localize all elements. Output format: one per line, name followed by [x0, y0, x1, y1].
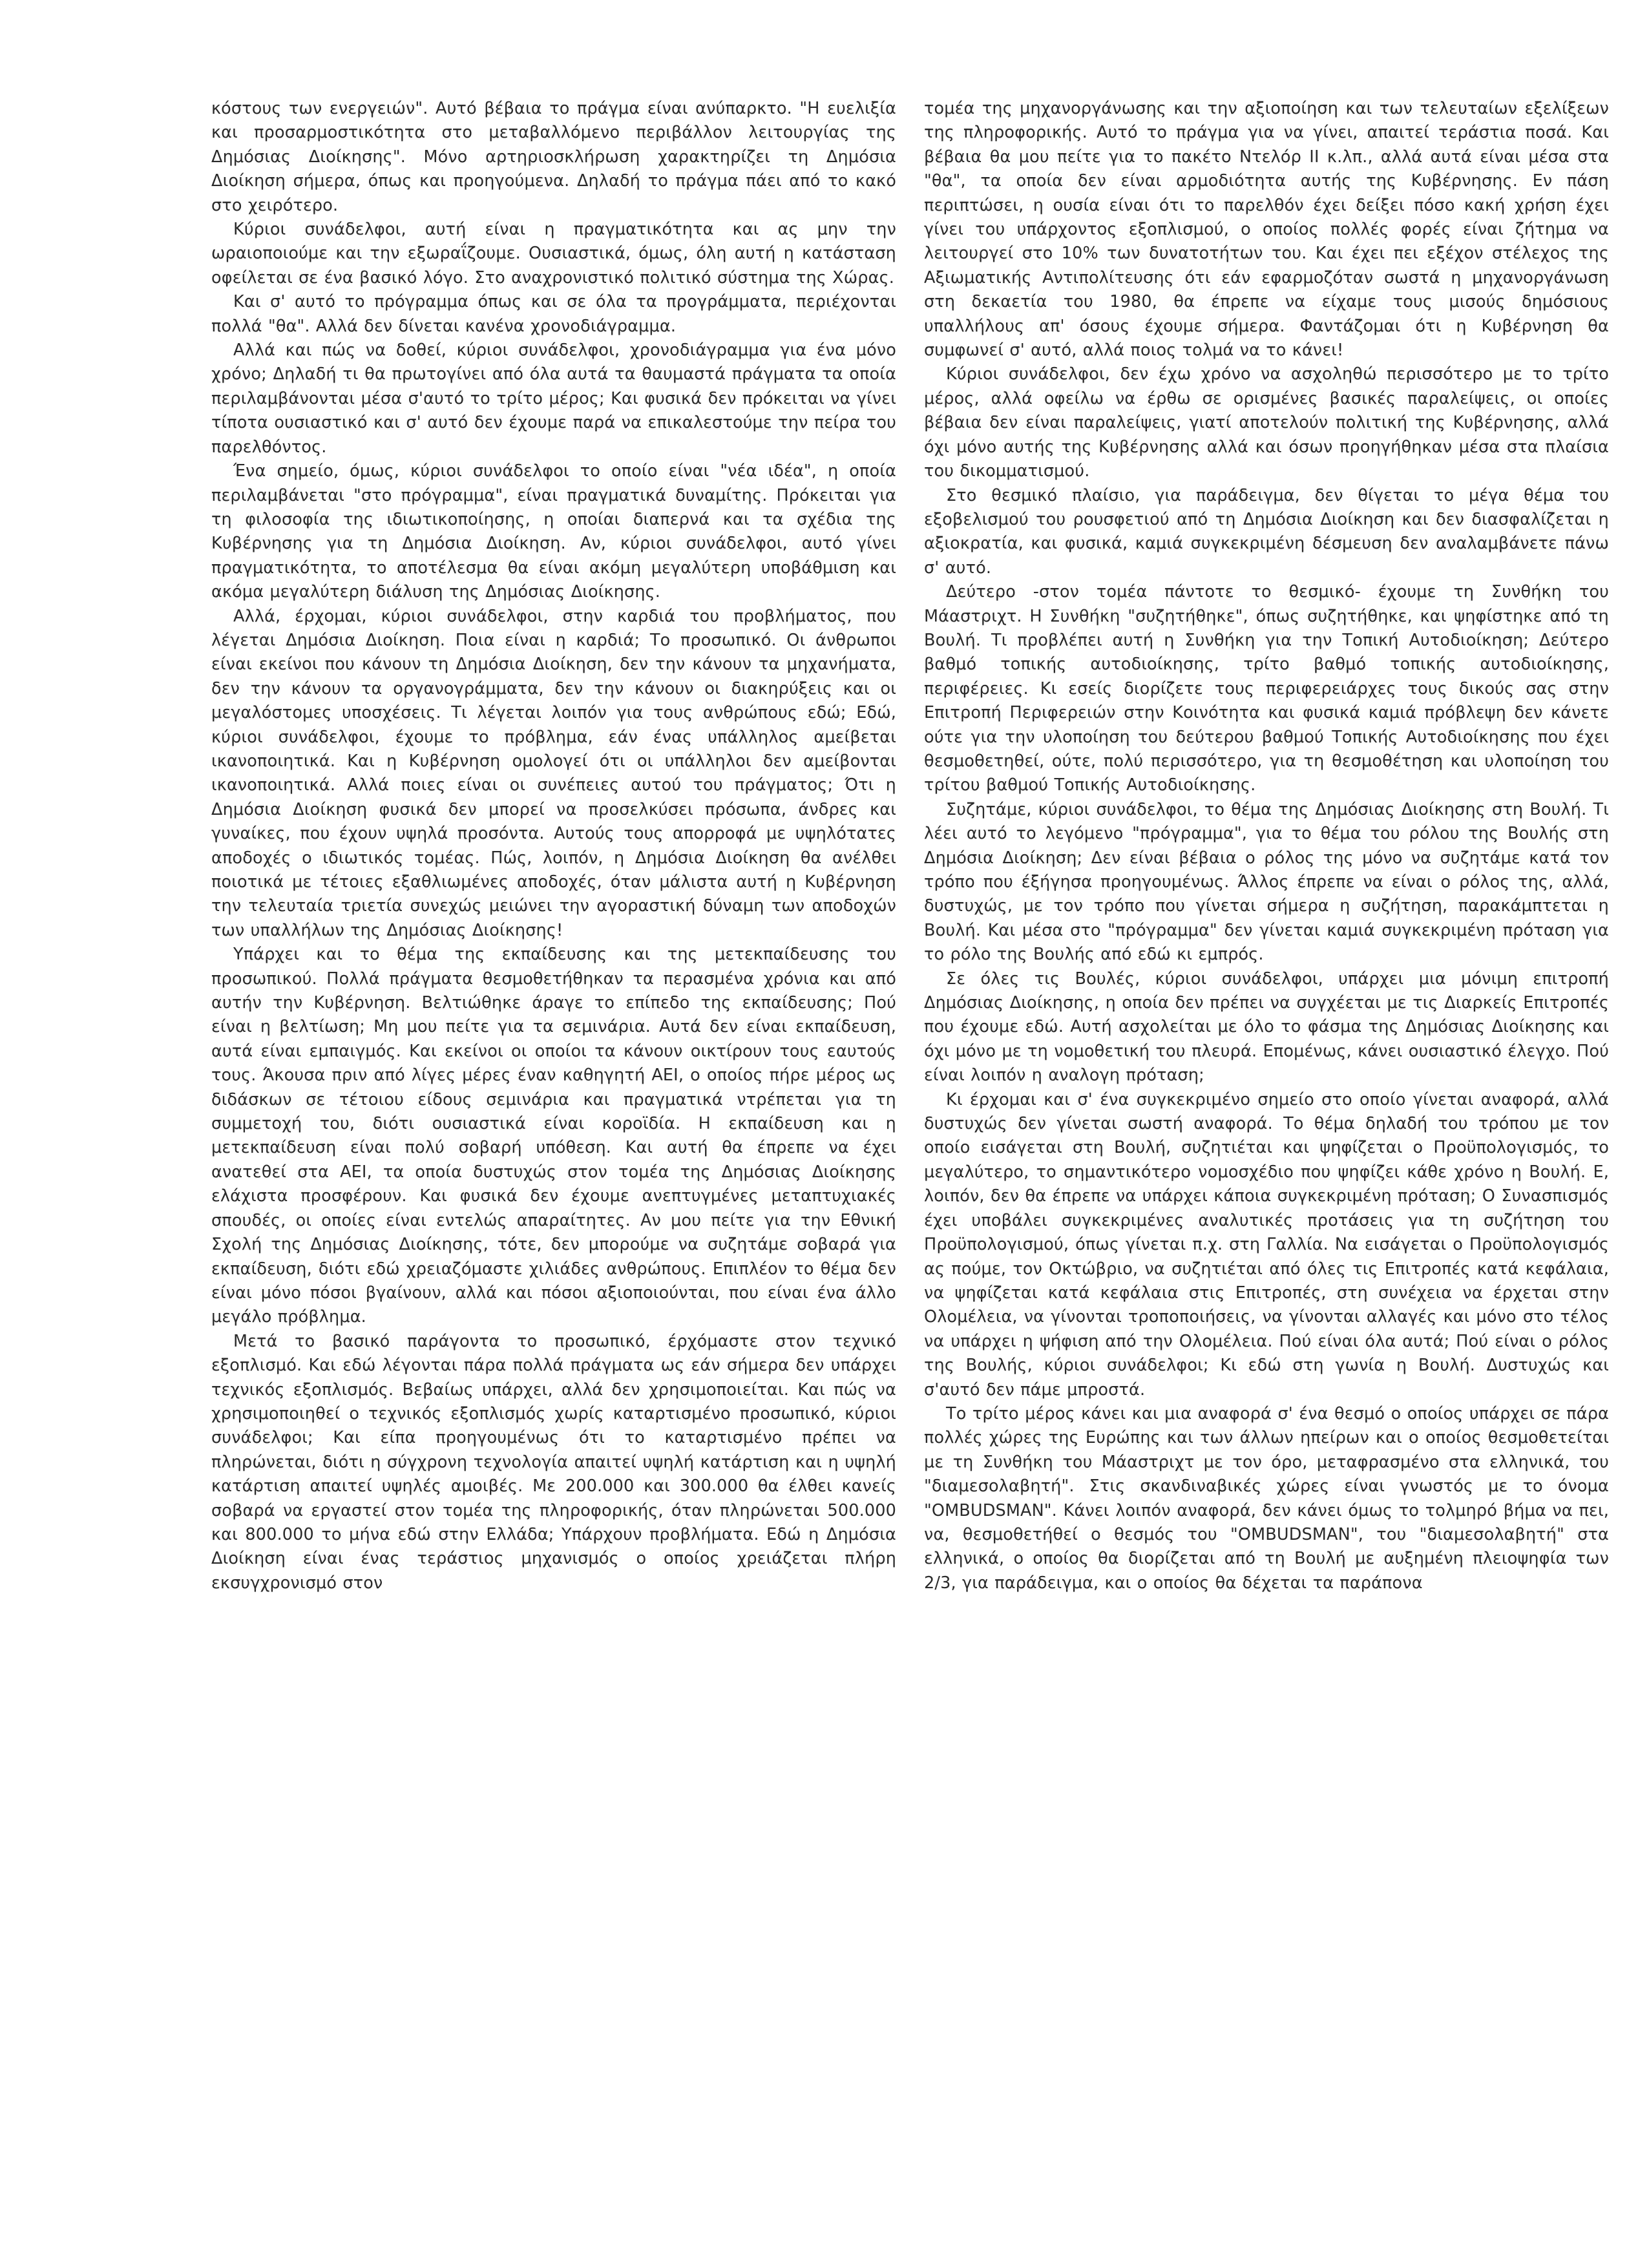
paragraph: Το τρίτο μέρος κάνει και μια αναφορά σ' ένα θεσμό ο οποίος υπάρχει σε πάρα πολλές χώρες της Ευρώπης και των άλλων ηπείρων και ο οποίος θεσμοθετείται με τη Συνθήκη του Μάαστριχτ με τον όρο, μεταφρασμένο στα ελληνικά, του "διαμεσολαβητή". Στις σκανδιναβικές χώρες είναι γνωστός με το όνομα "OMBUDSMAN". Κάνει λοιπόν αναφορά, δεν κάνει όμως το τολμηρό βήμα να πει, να, θεσμοθετήθεί ο θεσμός του "OMBUDSMAN", του "διαμεσολαβητή" στα ελληνικά, ο οποίος θα διορίζεται από τη Βουλή με αυξημένη πλειοψηφία των 2/3, για παράδειγμα, και ο οποίος θα δέχεται τα παράπονα — [924, 1403, 1609, 1593]
paragraph: Στο θεσμικό πλαίσιο, για παράδειγμα, δεν θίγεται το μέγα θέμα του εξοβελισμού του ρουσφετιού από τη Δημόσια Διοίκηση και δεν διασφαλίζεται η αξιοκρατία, και φυσικά, καμιά συγκεκριμένη δέσμευση δεν αναλαμβάνετε πάνω σ' αυτό. — [924, 485, 1609, 578]
paragraph: Κι έρχομαι και σ' ένα συγκεκριμένο σημείο στο οποίο γίνεται αναφορά, αλλά δυστυχώς δεν γίνεται σωστή αναφορά. Το θέμα δηλαδή του τρόπου με τον οποίο εισάγεται στη Βουλή, συζητιέται και ψηφίζεται ο Προϋπολογισμός, το μεγαλύτερο, το σημαντικότερο νομοσχέδιο που ψηφίζει κάθε χρόνο η Βουλή. Ε, λοιπόν, δεν θα έπρεπε να υπάρχει κάποια συγκεκριμένη πρόταση; Ο Συνασπισμός έχει υποβάλει συγκεκριμένες αναλυτικές προτάσεις για τη συζήτηση του Προϋπολογισμού, όπως γίνεται π.χ. στη Γαλλία. Να εισάγεται ο Προϋπολογισμός ας πούμε, τον Οκτώβριο, να συζητιέται από όλες τις Επιτροπές κατά κεφάλαια, να ψηφίζεται κατά κεφάλαια στις Επιτροπές, στη συνέχεια να έρχεται στην Ολομέλεια, να γίνονται τροποποιήσεις, να γίνονται αλλαγές και μόνο στο τέλος να υπάρχει η ψήφιση από την Ολομέλεια. Πού είναι όλα αυτά; Πού είναι ο ρόλος της Βουλής, κύριοι συνάδελφοι; Κι εδώ στη γωνία η Βουλή. Δυστυχώς και σ'αυτό δεν πάμε μπροστά. — [924, 1089, 1609, 1400]
paragraph: τομέα της μηχανοργάνωσης και την αξιοποίηση και των τελευταίων εξελίξεων της πληροφορικής. Αυτό το πράγμα για να γίνει, απαιτεί τεράστια ποσά. Και βέβαια θα μου πείτε για το πακέτο Ντελόρ ΙΙ κ.λπ., αλλά αυτά είναι μέσα στα "θα", τα οποία δεν είναι αρμοδιότητα αυτής της Κυβέρνησης. Εν πάση περιπτώσει, η ουσία είναι ότι το παρελθόν έχει δείξει πόσο κακή χρήση έχει γίνει του υπάρχοντος εξοπλισμού, ο οποίος πολλές φορές είναι ζήτημα να λειτουργεί στο 10% των δυνατοτήτων του. Και έχει πει εξέχον στέλεχος της Αξιωματικής Αντιπολίτευσης ότι εάν εφαρμοζόταν σωστά η μηχανοργάνωση στη δεκαετία του 1980, θα έπρεπε να είχαμε τους μισούς δημόσιους υπαλλήλους απ' όσους έχουμε σήμερα. Φαντάζομαι ότι η Κυβέρνηση θα συμφωνεί σ' αυτό, αλλά ποιος τολμά να το κάνει! — [924, 99, 1609, 361]
paragraph: Κύριοι συνάδελφοι, δεν έχω χρόνο να ασχοληθώ περισσότερο με το τρίτο μέρος, αλλά οφείλω να έρθω σε ορισμένες βασικές παραλείψεις, οι οποίες βέβαια δεν είναι παραλείψεις, γιατί αποτελούν πολιτική της Κυβέρνησης, αλλά όχι μόνο αυτής της Κυβέρνησης αλλά και όσων προηγήθηκαν μέσα στα πλαίσια του δικομματισμού. — [924, 364, 1609, 481]
paragraph: Σε όλες τις Βουλές, κύριοι συνάδελφοι, υπάρχει μια μόνιμη επιτροπή Δημόσιας Διοίκησης, η οποία δεν πρέπει να συγχέεται με τις Διαρκείς Επιτροπές που έχουμε εδώ. Αυτή ασχολείται με όλο το φάσμα της Δημόσιας Διοίκησης και όχι μόνο με τη νομοθετική του πλευρά. Επομένως, κάνει ουσιαστικό έλεγχο. Πού είναι λοιπόν η αναλογη πρόταση; — [924, 969, 1609, 1086]
paragraph: Μετά το βασικό παράγοντα το προσωπικό, έρχόμαστε στον τεχνικό εξοπλισμό. Και εδώ λέγονται πάρα πολλά πράγματα ως εάν σήμερα δεν υπάρχει τεχνικός εξοπλισμός. Βεβαίως υπάρχει, αλλά δεν χρησιμοποιείται. Και πώς να χρησιμοποιηθεί ο τεχνικός εξοπλισμός χωρίς καταρτισμένο προσωπικό, κύριοι συνάδελφοι; Και είπα προηγουμένως ότι το καταρτισμένο πρέπει να πληρώνεται, διότι η σύγχρονη τεχνολογία απαιτεί υψηλή κατάρτιση και η υψηλή κατάρτιση απαιτεί υψηλές αμοιβές. Με 200.000 και 300.000 θα έλθει κανείς σοβαρά να εργαστεί στον τομέα της πληροφορικής, όταν πληρώνεται 500.000 και 800.000 το μήνα εδώ στην Ελλάδα; Υπάρχουν προβλήματα. Εδώ η Δημόσια Διοίκηση είναι ένας τεράστιος μηχανισμός ο οποίος χρειάζεται πλήρη εκσυγχρονισμό στον — [211, 1331, 896, 1593]
paragraph: Αλλά, έρχομαι, κύριοι συνάδελφοι, στην καρδιά του προβλήματος, που λέγεται Δημόσια Διοίκηση. Ποια είναι η καρδιά; Το προσωπικό. Οι άνθρωποι είναι εκείνοι που κάνουν τη Δημόσια Διοίκηση, δεν την κάνουν τα μηχανήματα, δεν την κάνουν τα οργανογράμματα, δεν την κάνουν οι διακηρύξεις και οι μεγαλόστομες υποσχέσεις. Τι λέγεται λοιπόν για τους ανθρώπους εδώ; Εδώ, κύριοι συνάδελφοι, έχουμε το πρόβλημα, εάν ένας υπάλληλος αμείβεται ικανοποιητικά. Και η Κυβέρνηση ομολογεί ότι οι υπάλληλοι δεν αμείβονται ικανοποιητικά. Αλλά ποιες είναι οι συνέπειες αυτού του πράγματος; Ότι η Δημόσια Διοίκηση φυσικά δεν μπορεί να προσελκύσει πρόσωπα, άνδρες και γυναίκες, που έχουν υψηλά προσόντα. Αυτούς τους απορροφά με υψηλότατες αποδοχές ο ιδιωτικός τομέας. Πώς, λοιπόν, η Δημόσια Διοίκηση θα ανέλθει ποιοτικά με τέτοιες εξαθλιωμένες αποδοχές, όταν μάλιστα αυτή η Κυβέρνηση την τελευταία τριετία συνεχώς μειώνει την αγοραστική δύναμη των αποδοχών των υπαλλήλων της Δημόσιας Διοίκησης! — [211, 606, 896, 940]
paragraph: Ένα σημείο, όμως, κύριοι συνάδελφοι το οποίο είναι "νέα ιδέα", η οποία περιλαμβάνεται "στο πρόγραμμα", είναι πραγματικά δυναμίτης. Πρόκειται για τη φιλοσοφία της ιδιωτικοποίησης, η οποίαι διαπερνά και τα σχέδια της Κυβέρνησης για τη Δημόσια Διοίκηση. Αν, κύριοι συνάδελφοι, αυτό γίνει πραγματικότητα, το αποτέλεσμα θα είναι ακόμη μεγαλύτερη υποβάθμιση και ακόμα μεγαλύτερη διάλυση της Δημόσιας Διοίκησης. — [211, 461, 896, 602]
paragraph: Συζητάμε, κύριοι συνάδελφοι, το θέμα της Δημόσιας Διοίκησης στη Βουλή. Τι λέει αυτό το λεγόμενο "πρόγραμμα", για το θέμα του ρόλου της Βουλής στη Δημόσια Διοίκηση; Δεν είναι βέβαια ο ρόλος της μόνο να συζητάμε κατά τον τρόπο που έξήγησα προηγουμένως. Άλλος έπρεπε να είναι ο ρόλος της, αλλά, δυστυχώς, με τον τρόπο που γίνεται σήμερα η συζήτηση, παρακάμπτεται η Βουλή. Και μέσα στο "πρόγραμμα" δεν γίνεται καμιά συγκεκριμένη πρόταση για το ρόλο της Βουλής από εδώ κι εμπρός. — [924, 799, 1609, 965]
paragraph: Αλλά και πώς να δοθεί, κύριοι συνάδελφοι, χρονοδιάγραμμα για ένα μόνο χρόνο; Δηλαδή τι θα πρωτογίνει από όλα αυτά τα θαυμαστά πράγματα τα οποία περιλαμβάνονται μέσα σ'αυτό το τρίτο μέρος; Και φυσικά δεν πρόκειται να γίνει τίποτα ουσιαστικό και σ' αυτό δεν έχουμε παρά να επικαλεστούμε την πείρα του παρελθόντος. — [211, 341, 896, 457]
paragraph: Δεύτερο -στον τομέα πάντοτε το θεσμικό- έχουμε τη Συνθήκη του Μάαστριχτ. Η Συνθήκη "συζητήθηκε", όπως συζητήθηκε, και ψηφίστηκε από τη Βουλή. Τι προβλέπει αυτή η Συνθήκη για την Τοπική Αυτοδιοίκηση; Δεύτερο βαθμό τοπικής αυτοδιοίκησης, τρίτο βαθμό τοπικής αυτοδιοίκησης, περιφέρειες. Κι εσείς διορίζετε τους περιφερειάρχες τους δικούς σας στην Επιτροπή Περιφερειών στην Κοινότητα και φυσικά καμιά πρόβλεψη δεν κάνετε ούτε για την υλοποίηση του δεύτερου βαθμού Τοπικής Αυτοδιοίκησης που έχει θεσμοθετηθεί, ούτε, πολύ περισσότερο, για τη θεσμοθέτηση και υλοποίηση του τρίτου βαθμού Τοπικής Αυτοδιοίκησης. — [924, 582, 1609, 795]
paragraph: Κύριοι συνάδελφοι, αυτή είναι η πραγματικότητα και ας μην την ωραιοποιούμε και την εξωραΐζουμε. Ουσιαστικά, όμως, όλη αυτή η κατάσταση οφείλεται σε ένα βασικό λόγο. Στο αναχρονιστικό πολιτικό σύστημα της Χώρας. — [211, 220, 896, 288]
paragraph: Και σ' αυτό το πρόγραμμα όπως και σε όλα τα προγράμματα, περιέχονται πολλά "θα". Αλλά δεν δίνεται κανένα χρονοδιάγραμμα. — [211, 292, 896, 336]
paragraph: Υπάρχει και το θέμα της εκπαίδευσης και της μετεκπαίδευσης του προσωπικού. Πολλά πράγματα θεσμοθετήθηκαν τα περασμένα χρόνια και από αυτήν την Κυβέρνηση. Βελτιώθηκε άραγε το επίπεδο της εκπαίδευσης; Πού είναι η βελτίωση; Μη μου πείτε για τα σεμινάρια. Αυτά δεν είναι εκπαίδευση, αυτά είναι εμπαιγμός. Και εκείνοι οι οποίοι τα κάνουν οικτίρουν τους εαυτούς τους. Άκουσα πριν από λίγες μέρες έναν καθηγητή ΑΕΙ, ο οποίος πήρε μέρος ως διδάσκων σε τέτοιου είδους σεμινάρια και πραγματικά ντρέπεται για τη συμμετοχή του, διότι ουσιαστικά είναι κοροϊδία. Η εκπαίδευση και η μετεκπαίδευση είναι πολύ σοβαρή υπόθεση. Και αυτή θα έπρεπε να έχει ανατεθεί στα ΑΕΙ, τα οποία δυστυχώς στον τομέα της Δημόσιας Διοίκησης ελάχιστα προσφέρουν. Και φυσικά δεν έχουμε ανεπτυγμένες μεταπτυχιακές σπουδές, οι οποίες είναι εντελώς απαραίτητες. Αν μου πείτε για την Εθνική Σχολή της Δημόσιας Διοίκησης, τότε, δεν μπορούμε να συζητάμε σοβαρά για εκπαίδευση, διότι εδώ χρειαζόμαστε χιλιάδες ανθρώπους. Επιπλέον το θέμα δεν είναι μόνο πόσοι βγαίνουν, αλλά και πόσοι αξιοποιούνται, που είναι ένα άλλο μεγάλο πρόβλημα. — [211, 945, 896, 1327]
left-text-column — [211, 97, 896, 2190]
paragraph: κόστους των ενεργειών". Αυτό βέβαια το πράγμα είναι ανύπαρκτο. "Η ευελιξία και προσαρμοστικότητα στο μεταβαλλόμενο περιβάλλον λειτουργίας της Δημόσιας Διοίκησης". Μόνο αρτηριοσκλήρωση χαρακτηρίζει τη Δημόσια Διοίκηση σήμερα, όπως και προηγούμενα. Δηλαδή το πράγμα πάει από το κακό στο χειρότερο. — [211, 99, 896, 215]
right-text-column — [924, 97, 1609, 2190]
